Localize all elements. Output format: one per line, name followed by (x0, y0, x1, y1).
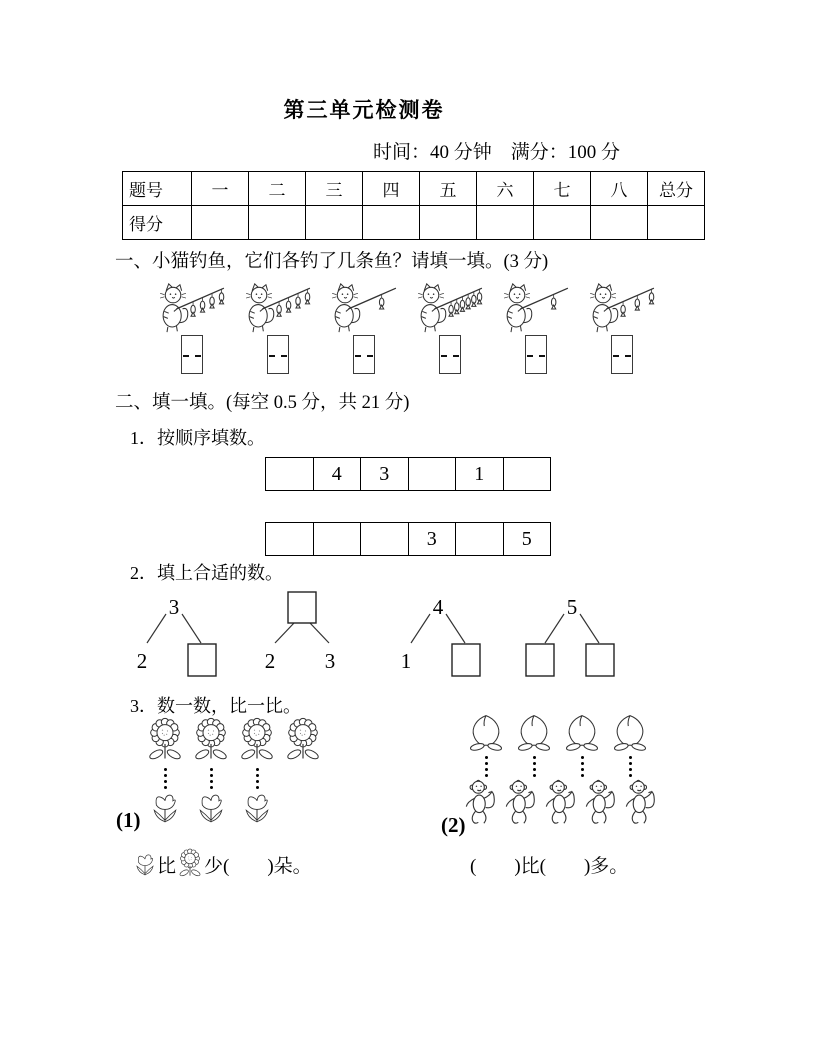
dot (256, 786, 259, 789)
peach-icon (610, 712, 650, 754)
cat-item (321, 283, 407, 374)
sunflower-item (234, 716, 280, 766)
score-input-cell[interactable] (534, 206, 591, 240)
sequence-blank-cell[interactable] (504, 457, 552, 491)
bond-number: 2 (136, 649, 148, 673)
dot (485, 756, 488, 759)
monkey-icon (503, 778, 541, 826)
match-link (142, 766, 188, 790)
sequence-blank-cell[interactable] (265, 457, 314, 491)
score-input-cell[interactable] (648, 206, 705, 240)
cat-with-fish-icon (326, 283, 402, 333)
fish-count-box[interactable] (353, 335, 375, 374)
compare-group-flowers (142, 716, 326, 826)
match-link (280, 766, 326, 790)
fish-count-box[interactable] (267, 335, 289, 374)
tulip-item (188, 790, 234, 826)
number-bond-diagram (118, 588, 230, 682)
q2-label: 2．填上合适的数。 (130, 563, 283, 583)
dot (256, 780, 259, 783)
dot (581, 756, 584, 759)
dot (164, 774, 167, 777)
monkey-icon (623, 778, 661, 826)
number-bond-diagram (516, 588, 628, 682)
monkey-item (502, 778, 542, 826)
dot (581, 768, 584, 771)
section1-heading: 一、小猫钓鱼，它们各钓了几条鱼？请填一填。(3 分) (115, 252, 549, 272)
tulip-item (234, 790, 280, 826)
score-table-header-cell: 七 (534, 172, 591, 206)
peach-item (606, 712, 654, 754)
number-bond (382, 588, 494, 687)
tulip-icon (133, 851, 157, 878)
score-table (122, 171, 705, 240)
compare-group-peaches-monkeys (462, 712, 662, 826)
sunflower-item (188, 716, 234, 766)
score-input-cell[interactable] (363, 206, 420, 240)
score-table-header-cell: 总分 (648, 172, 705, 206)
dot (533, 762, 536, 765)
dot (210, 780, 213, 783)
cat-with-fish-icon (498, 283, 574, 333)
sunflower-icon (283, 716, 323, 766)
dotted-link-icon (210, 768, 213, 789)
peach-item (510, 712, 558, 754)
dotted-link-icon (533, 756, 536, 777)
bond-fill-box[interactable] (526, 644, 554, 676)
number-bond-diagram (246, 588, 358, 682)
match-links-row (462, 754, 662, 778)
dot (629, 756, 632, 759)
score-table-header-cell: 六 (477, 172, 534, 206)
tulip-item (142, 790, 188, 826)
match-link (188, 766, 234, 790)
cat-item (493, 283, 579, 374)
bond-fill-box[interactable] (452, 644, 480, 676)
group2-label: (2) (441, 813, 466, 837)
number-bond (118, 588, 230, 687)
score-table-header-cell: 一 (192, 172, 249, 206)
score-row-label: 得分 (123, 206, 192, 240)
sequence-blank-cell[interactable] (265, 522, 314, 556)
score-input-cell[interactable] (420, 206, 477, 240)
fish-count-box[interactable] (181, 335, 203, 374)
bond-fill-box[interactable] (586, 644, 614, 676)
caption-text: 比 (157, 855, 177, 877)
dotted-link-icon (581, 756, 584, 777)
score-input-cell[interactable] (306, 206, 363, 240)
sequence-blank-cell[interactable] (361, 522, 409, 556)
dot (485, 762, 488, 765)
q3-caption-1 (133, 846, 312, 882)
peach-icon (466, 712, 506, 754)
top-row (462, 712, 662, 754)
top-row (142, 716, 326, 766)
sequence-number-cell: 3 (361, 457, 409, 491)
dot (210, 774, 213, 777)
cat-with-fish-icon (154, 283, 230, 333)
tulip-icon (195, 790, 227, 826)
cat-with-fish-icon (240, 283, 316, 333)
monkey-item (582, 778, 622, 826)
match-link (558, 754, 606, 778)
q3-caption-2 (470, 846, 628, 882)
number-strip-2 (265, 522, 551, 556)
dotted-link-icon (629, 756, 632, 777)
exam-meta: 时间：40 分钟 满分：100 分 (372, 142, 620, 163)
group1-label: (1) (116, 808, 141, 832)
bond-fill-box[interactable] (188, 644, 216, 676)
peach-icon (514, 712, 554, 754)
bottom-row (142, 790, 326, 826)
sequence-blank-cell[interactable] (456, 522, 504, 556)
cat-with-fish-icon (584, 283, 660, 333)
dot (210, 786, 213, 789)
fish-count-box[interactable] (439, 335, 461, 374)
page-title: 第三单元检测卷 (283, 98, 445, 122)
dot (164, 768, 167, 771)
monkey-icon (583, 778, 621, 826)
sunflower-icon (145, 716, 185, 766)
dot (581, 762, 584, 765)
dot (210, 768, 213, 771)
score-table-header-cell: 八 (591, 172, 648, 206)
monkey-icon (543, 778, 581, 826)
score-table-header-cell: 二 (249, 172, 306, 206)
monkey-item (622, 778, 662, 826)
score-table-header-cell: 四 (363, 172, 420, 206)
dot (629, 768, 632, 771)
dot (533, 774, 536, 777)
dot (533, 756, 536, 759)
fish-count-box[interactable] (611, 335, 633, 374)
q3-label: 3．数一数，比一比。 (130, 696, 301, 716)
sunflower-item (142, 716, 188, 766)
cat-item (235, 283, 321, 374)
sequence-number-cell: 5 (504, 522, 552, 556)
dot (256, 768, 259, 771)
dot (256, 774, 259, 777)
score-input-cell[interactable] (591, 206, 648, 240)
tulip-icon (149, 790, 181, 826)
match-link (606, 754, 654, 778)
match-link (462, 754, 510, 778)
dotted-link-icon (485, 756, 488, 777)
section2-heading: 二、填一填。(每空 0.5 分，共 21 分) (115, 393, 410, 413)
score-input-cell[interactable] (249, 206, 306, 240)
bottom-row (462, 778, 662, 826)
number-bond (516, 588, 628, 687)
sequence-blank-cell[interactable] (409, 457, 457, 491)
dot (164, 780, 167, 783)
score-table-corner: 题号 (123, 172, 192, 206)
caption-text: ( )比( )多。 (470, 855, 629, 877)
bond-number: 4 (432, 595, 444, 619)
number-strip-1 (265, 457, 551, 491)
cat-item (407, 283, 493, 374)
cat-item (579, 283, 665, 374)
cat-with-fish-icon (412, 283, 488, 333)
score-table-header-cell: 三 (306, 172, 363, 206)
bond-number: 3 (168, 595, 180, 619)
dot (629, 774, 632, 777)
bond-number: 1 (400, 649, 412, 673)
match-links-row (142, 766, 326, 790)
monkey-icon (463, 778, 501, 826)
number-bond (246, 588, 358, 687)
number-bond-diagram (382, 588, 494, 682)
monkey-item (462, 778, 502, 826)
score-table-header-cell: 五 (420, 172, 477, 206)
peach-item (462, 712, 510, 754)
dot (629, 762, 632, 765)
dot (581, 774, 584, 777)
sequence-number-cell: 4 (314, 457, 362, 491)
match-link (234, 766, 280, 790)
bond-number: 2 (264, 649, 276, 673)
sequence-number-cell: 3 (409, 522, 457, 556)
match-link (510, 754, 558, 778)
score-input-cell[interactable] (477, 206, 534, 240)
caption-text: 少( )朵。 (204, 855, 312, 877)
sunflower-item (280, 716, 326, 766)
fish-count-box[interactable] (525, 335, 547, 374)
bond-fill-box[interactable] (288, 592, 316, 623)
cats-row (149, 283, 665, 374)
monkey-item (542, 778, 582, 826)
sequence-blank-cell[interactable] (314, 522, 362, 556)
dotted-link-icon (164, 768, 167, 789)
dotted-link-icon (256, 768, 259, 789)
cat-item (149, 283, 235, 374)
sunflower-icon (176, 848, 204, 880)
bond-number: 3 (324, 649, 336, 673)
sunflower-icon (191, 716, 231, 766)
dot (164, 786, 167, 789)
dot (485, 774, 488, 777)
sunflower-icon (237, 716, 277, 766)
sequence-number-cell: 1 (456, 457, 504, 491)
peach-item (558, 712, 606, 754)
peach-icon (562, 712, 602, 754)
q1-label: 1．按顺序填数。 (130, 428, 265, 448)
dot (485, 768, 488, 771)
score-input-cell[interactable] (192, 206, 249, 240)
dot (533, 768, 536, 771)
tulip-icon (241, 790, 273, 826)
bond-number: 5 (566, 595, 578, 619)
